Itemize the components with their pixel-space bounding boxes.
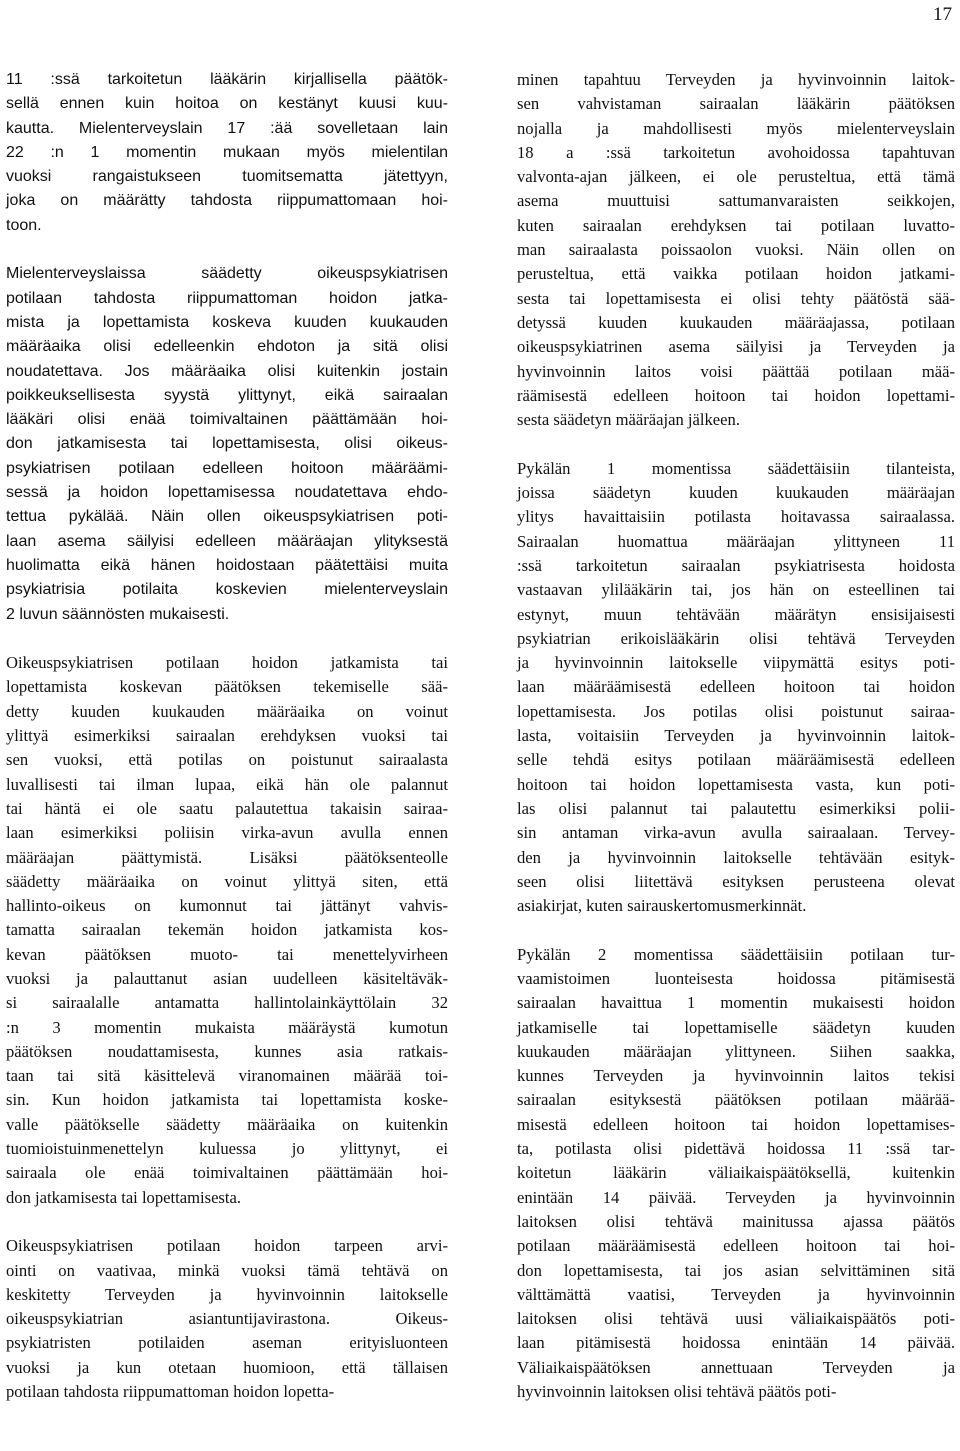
text-line: kautta. Mielenterveyslain 17 :ää sovelletaan lain xyxy=(6,119,448,137)
text-line: joissa säädetyn kuuden kuukauden määräajan xyxy=(517,483,955,503)
text-line: Väliaikaispäätöksen annettuaan Terveyden ja xyxy=(517,1357,955,1377)
text-line: ointi on vaativaa, minkä vuoksi tämä tehtävä on xyxy=(6,1260,448,1280)
text-line: Pykälän 1 momentissa säädettäisiin tilanteista, xyxy=(517,458,955,478)
text-line: psykiatrisia potilaita koskevien mielenterveyslain xyxy=(6,581,448,599)
text-line: don jatkamisesta tai lopettamisesta, olisi oikeus- xyxy=(6,435,448,453)
text-line: ja hyvinvoinnin laitokselle viipymättä esitys poti- xyxy=(517,653,955,673)
text-line: tai häntä ei ole saatu palautettua takaisin sairaa- xyxy=(6,798,448,818)
text-line: päätöksen noudattamisesta, kunnes asia ratkais- xyxy=(6,1041,448,1061)
text-line: ylitys havaittaisiin potilasta hoitavassa sairaalassa. xyxy=(517,507,955,527)
text-line: sellä ennen kuin hoitoa on kestänyt kuusi kuu- xyxy=(6,95,448,113)
text-line: keskitetty Terveyden ja hyvinvoinnin laitokselle xyxy=(6,1284,448,1304)
right-column xyxy=(517,68,955,1429)
text-line: sairaalan havaittua 1 momentin mukaisesti hoidon xyxy=(517,993,955,1013)
text-line: laan pitämisestä hoidossa enintään 14 päivää. xyxy=(517,1333,955,1353)
text-line: sin antaman virka-avun avulla sairaalaan. Tervey- xyxy=(517,823,955,843)
text-line: Sairaalan huomattua määräajan ylittyneen 11 xyxy=(517,531,955,551)
text-line: laitoksen olisi tehtävä mainitussa ajassa päätös xyxy=(517,1211,955,1231)
paragraph xyxy=(517,943,955,1405)
text-line: tuomioistuinmenettelyn kuluessa jo ylittynyt, ei xyxy=(6,1139,448,1159)
text-line: 22 :n 1 momentin mukaan myös mielentilan xyxy=(6,143,448,161)
text-line: perusteltua, että vaikka potilaan hoidon jatkami- xyxy=(517,264,955,284)
text-line: oikeuspsykiatrinen asema säilyisi ja Terveyden ja xyxy=(517,337,955,357)
paragraph xyxy=(517,457,955,919)
text-line: lääkäri olisi enää toimivaltainen päättämään hoi- xyxy=(6,411,448,429)
text-line: toon. xyxy=(6,216,42,234)
text-line: noudatettava. Jos määräaika olisi kuitenkin jostain xyxy=(6,362,448,380)
text-line: mista ja lopettamista koskeva kuuden kuukauden xyxy=(6,313,448,331)
text-line: asiakirjat, kuten sairauskertomusmerkinnät. xyxy=(517,896,807,916)
text-line: kunnes Terveyden ja hyvinvoinnin laitos tekisi xyxy=(517,1066,955,1086)
text-line: säädetty määräaika on voinut ylittyä siten, että xyxy=(6,871,448,891)
text-line: sin. Kun hoidon jatkamista tai lopettamista koske- xyxy=(6,1090,448,1110)
text-line: hyvinvoinnin laitoksen olisi tehtävä päätös poti- xyxy=(517,1382,837,1402)
text-line: joka on määrätty tahdosta riippumattomaan hoi- xyxy=(6,192,448,210)
text-line: hallinto-oikeus on kumonnut tai jättänyt vahvis- xyxy=(6,896,448,916)
text-line: tamatta sairaalan tekemän hoidon jatkamista kos- xyxy=(6,920,448,940)
text-line: räämisestä edelleen hoitoon tai hoidon lopettami- xyxy=(517,385,955,405)
text-line: huolimatta eikä hänen hoidostaan päätettäisi muita xyxy=(6,556,448,574)
text-line: jatkamiselle tai lopettamiselle säädetyn kuuden xyxy=(517,1017,955,1037)
text-line: psykiatrian erikoislääkärin olisi tehtävä Terveyden xyxy=(517,628,955,648)
text-line: enintään 14 päivää. Terveyden ja hyvinvoinnin xyxy=(517,1187,955,1207)
text-line: laitoksen olisi tehtävä uusi väliaikaispäätös poti- xyxy=(517,1309,955,1329)
text-line: :ssä tarkoitetun sairaalan psykiatrisesta hoidosta xyxy=(517,555,955,575)
text-line: sessä ja hoidon lopettamisessa noudatettava ehdo- xyxy=(6,484,448,502)
text-line: sesta tai lopettamisesta ei olisi tehty päätöstä sää- xyxy=(517,288,955,308)
text-line: seen olisi liitettävä esityksen perusteena olevat xyxy=(517,871,955,891)
text-line: selle tehdä esitys potilaan määräämisestä edelleen xyxy=(517,750,955,770)
text-line: si sairaalalle antamatta hallintolainkäyttölain 32 xyxy=(6,993,448,1013)
text-line: sesta säädetyn määräajan jälkeen. xyxy=(517,410,740,430)
text-line: vuoksi rangaistukseen tuomitsematta jätettyyn, xyxy=(6,168,448,186)
text-line: vaamistoimen luonteisesta hoidossa pitämisestä xyxy=(517,968,955,988)
text-line: kuten sairaalan erehdyksen tai potilaan luvatto- xyxy=(517,215,955,235)
text-line: valle päätökselle säädetty määräaika on kuitenkin xyxy=(6,1114,448,1134)
text-line: 18 a :ssä tarkoitetun avohoidossa tapahtuvan xyxy=(517,142,955,162)
text-line: ylittyä esimerkiksi sairaalan erehdyksen vuoksi tai xyxy=(6,726,448,746)
text-line: nojalla ja mahdollisesti myös mielenterveyslain xyxy=(517,118,955,138)
text-line: valvonta-ajan jälkeen, ei ole perusteltua, että tämä xyxy=(517,167,955,187)
text-line: 2 luvun säännösten mukaisesti. xyxy=(6,605,230,623)
text-line: määräajan päättymistä. Lisäksi päätöksenteolle xyxy=(6,847,448,867)
text-line: kevan päätöksen muoto- tai menettelyvirheen xyxy=(6,944,448,964)
text-line: oikeuspsykiatrian asiantuntijavirastona. Oikeus- xyxy=(6,1309,448,1329)
text-line: sairaala ole enää toimivaltainen päättämään hoi- xyxy=(6,1163,448,1183)
text-line: estynyt, muun tehtävään määrätyn ensisijaisesti xyxy=(517,604,955,624)
text-line: laan asema säilyisi edelleen määräajan ylityksestä xyxy=(6,532,448,550)
text-line: luvallisesti tai ilman lupaa, eikä hän ole palannut xyxy=(6,774,448,794)
text-line: vuoksi ja palauttanut asian uudelleen käsiteltäväk- xyxy=(6,968,448,988)
text-line: lasta, voitaisiin Terveyden ja hyvinvoinnin laitok- xyxy=(517,726,955,746)
text-line: psykiatristen potilaiden aseman erityisluonteen xyxy=(6,1333,448,1353)
text-line: :n 3 momentin mukaista määräystä kumotun xyxy=(6,1017,448,1037)
text-line: Pykälän 2 momentissa säädettäisiin potilaan tur- xyxy=(517,944,955,964)
text-line: määräaika olisi edelleenkin ehdoton ja sitä olisi xyxy=(6,338,448,356)
paragraph xyxy=(6,262,448,626)
text-line: 11 :ssä tarkoitetun lääkärin kirjallisella päätök- xyxy=(6,71,448,88)
paragraph xyxy=(6,1234,448,1404)
paragraph xyxy=(6,651,448,1210)
text-line: minen tapahtuu Terveyden ja hyvinvoinnin laitok- xyxy=(517,70,955,89)
text-line: tettua pykälää. Näin ollen oikeuspsykiatrisen poti- xyxy=(6,508,448,526)
text-line: vastaavan ylilääkärin tai, jos hän on esteellinen tai xyxy=(517,580,955,600)
text-line: vuoksi ja kun otetaan huomioon, että tällaisen xyxy=(6,1357,448,1377)
text-line: sen vahvistaman sairaalan lääkärin päätöksen xyxy=(517,94,955,114)
text-line: psykiatrisen potilaan edelleen hoitoon määräämi- xyxy=(6,459,448,477)
text-line: Oikeuspsykiatrisen potilaan hoidon jatkamista tai xyxy=(6,653,448,673)
text-line: sen vuoksi, että potilas on poistunut sairaalasta xyxy=(6,750,448,770)
text-line: Oikeuspsykiatrisen potilaan hoidon tarpeen arvi- xyxy=(6,1236,448,1256)
text-line: potilaan määräämisestä edelleen hoitoon tai hoi- xyxy=(517,1236,955,1256)
text-line: välttämättä vaatisi, Terveyden ja hyvinvoinnin xyxy=(517,1284,955,1304)
paragraph xyxy=(6,68,448,238)
text-line: las olisi palannut tai palautettu esimerkiksi polii- xyxy=(517,798,955,818)
text-line: laan määräämisestä edelleen hoitoon tai hoidon xyxy=(517,677,955,697)
text-line: lopettamisesta. Jos potilas olisi poistunut sairaa- xyxy=(517,701,955,721)
text-line: ta, potilasta olisi pidettävä hoidossa 11 :ssä tar- xyxy=(517,1139,955,1159)
text-line: hoitoon tai hoidon lopettamisesta vasta, kun poti- xyxy=(517,774,955,794)
text-line: man sairaalasta poissaolon vuoksi. Näin ollen on xyxy=(517,240,955,260)
text-line: potilaan tahdosta riippumattoman hoidon jatka- xyxy=(6,289,448,307)
page-number: 17 xyxy=(933,4,952,25)
text-line: hyvinvoinnin laitos voisi päättää potilaan mää- xyxy=(517,361,955,381)
text-line: potilaan tahdosta riippumattoman hoidon lopetta- xyxy=(6,1382,335,1402)
paragraph xyxy=(517,68,955,432)
text-line: lopettamista koskevan päätöksen tekemiselle sää- xyxy=(6,677,448,697)
text-line: don jatkamisesta tai lopettamisesta. xyxy=(6,1187,242,1207)
text-line: don lopettamisesta, tai jos asian selvittäminen sitä xyxy=(517,1260,955,1280)
text-line: den ja hyvinvoinnin laitokselle tehtävään esityk- xyxy=(517,847,955,867)
text-line: taan tai sitä käsittelevä viranomainen määrää toi- xyxy=(6,1066,448,1086)
text-line: misestä edelleen hoitoon tai hoidon lopettamises- xyxy=(517,1114,955,1134)
text-line: kuukauden määräajan ylittyneen. Siihen saakka, xyxy=(517,1041,955,1061)
text-line: detyssä kuuden kuukauden määräajassa, potilaan xyxy=(517,312,955,332)
text-line: asema muuttuisi sattumanvaraisten seikkojen, xyxy=(517,191,955,211)
text-line: koitetun lääkärin väliaikaispäätöksellä, kuitenkin xyxy=(517,1163,955,1183)
left-column xyxy=(6,68,448,1429)
text-line: sairaalan esityksestä päätöksen potilaan määrää- xyxy=(517,1090,955,1110)
text-line: Mielenterveyslaissa säädetty oikeuspsykiatrisen xyxy=(6,265,448,283)
text-line: poikkeuksellisesta syystä ylittynyt, eikä sairaalan xyxy=(6,386,448,404)
text-line: detty kuuden kuukauden määräaika on voinut xyxy=(6,701,448,721)
text-line: laan esimerkiksi poliisin virka-avun avulla ennen xyxy=(6,823,448,843)
